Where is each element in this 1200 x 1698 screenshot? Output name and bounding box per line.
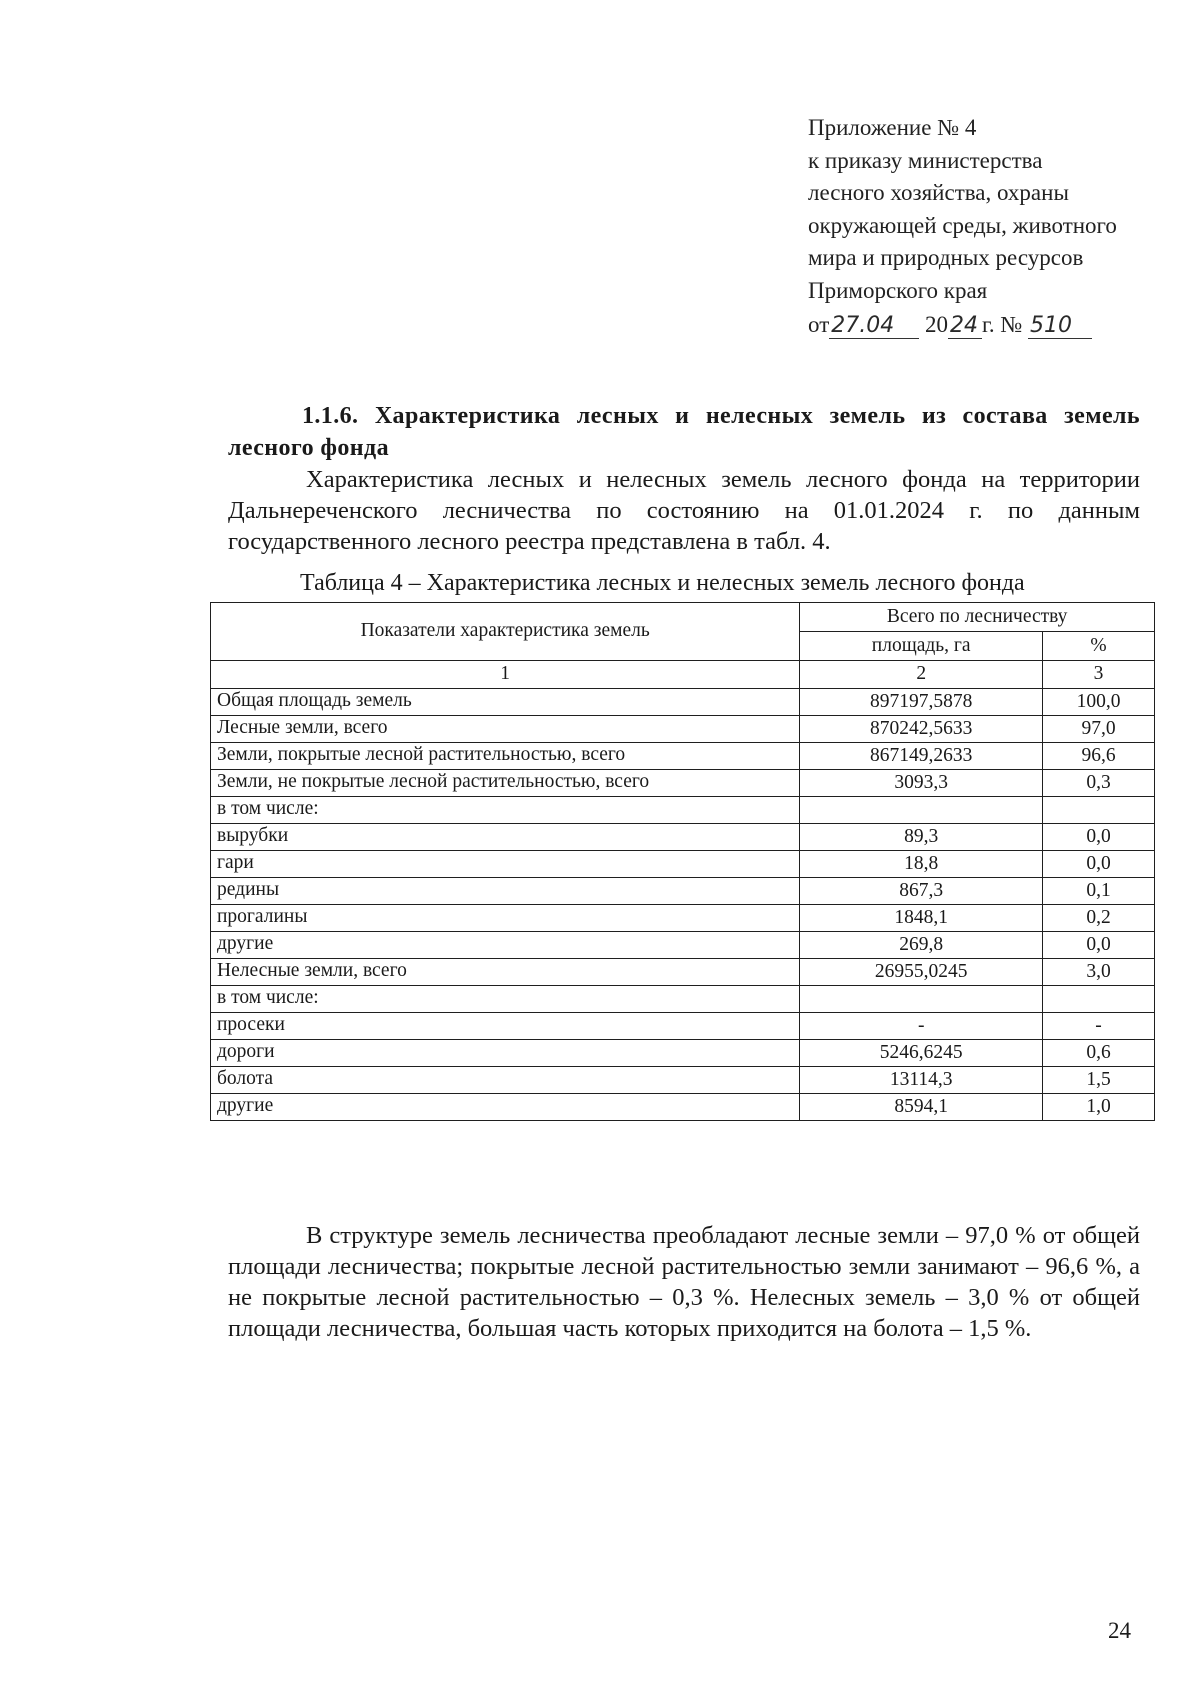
table-row — [211, 1067, 1155, 1094]
row-percent: 96,6 — [1043, 743, 1155, 770]
row-area: 867,3 — [800, 878, 1043, 905]
row-area: 1848,1 — [800, 905, 1043, 932]
summary-paragraph: В структуре земель лесничества преобладают лесные земли – 97,0 % от общей площади лесничества; покрытые лесной растительностью земли занимают – 96,6 %, а не покрытые лесной растительностью – 0,3 %. Нелесных земель – 3,0 % от общей площади лесничества, большая часть которых приходится на болота – 1,5 %. — [228, 1222, 1140, 1342]
handwritten-order-number: 510 — [1028, 314, 1092, 339]
column-index: 3 — [1043, 661, 1155, 689]
row-label: в том числе: — [211, 986, 800, 1013]
table-row — [211, 1094, 1155, 1121]
row-percent: 1,0 — [1043, 1094, 1155, 1121]
row-label: дороги — [211, 1040, 800, 1067]
row-label: в том числе: — [211, 797, 800, 824]
row-area — [800, 797, 1043, 824]
row-label: Нелесные земли, всего — [211, 959, 800, 986]
row-percent: - — [1043, 1013, 1155, 1040]
header-indicators: Показатели характеристика земель — [211, 603, 800, 661]
row-area — [800, 986, 1043, 1013]
row-area: 870242,5633 — [800, 716, 1043, 743]
annex-line: Приморского края — [808, 277, 988, 303]
row-area: 5246,6245 — [800, 1040, 1043, 1067]
column-index: 2 — [800, 661, 1043, 689]
annex-line: Приложение № 4 — [808, 115, 977, 140]
row-label: вырубки — [211, 824, 800, 851]
row-percent — [1043, 986, 1155, 1013]
row-area: 13114,3 — [800, 1067, 1043, 1094]
row-area: 3093,3 — [800, 770, 1043, 797]
table-row — [211, 932, 1155, 959]
row-percent: 100,0 — [1043, 689, 1155, 716]
header-percent: % — [1043, 632, 1155, 661]
row-area: 269,8 — [800, 932, 1043, 959]
row-percent: 97,0 — [1043, 716, 1155, 743]
handwritten-year: 24 — [948, 314, 982, 339]
row-area: 867149,2633 — [800, 743, 1043, 770]
row-percent: 0,0 — [1043, 851, 1155, 878]
row-label: другие — [211, 932, 800, 959]
row-percent: 3,0 — [1043, 959, 1155, 986]
order-date-number-line — [808, 309, 1138, 342]
table-row — [211, 770, 1155, 797]
table-row — [211, 1040, 1155, 1067]
row-percent: 0,6 — [1043, 1040, 1155, 1067]
row-percent: 0,3 — [1043, 770, 1155, 797]
row-area: 8594,1 — [800, 1094, 1043, 1121]
row-label: болота — [211, 1067, 800, 1094]
column-index: 1 — [211, 661, 800, 689]
row-label: Общая площадь земель — [211, 689, 800, 716]
section-title: 1.1.6. Характеристика лесных и нелесных земель из состава земель лесного фонда — [228, 403, 1140, 461]
table-caption: Таблица 4 – Характеристика лесных и нелесных земель лесного фонда — [300, 570, 1025, 596]
date-prefix: от — [808, 312, 830, 337]
annex-line: окружающей среды, животного — [808, 212, 1117, 238]
row-percent: 0,0 — [1043, 824, 1155, 851]
table-row — [211, 986, 1155, 1013]
table-row — [211, 905, 1155, 932]
row-percent: 1,5 — [1043, 1067, 1155, 1094]
row-percent: 0,2 — [1043, 905, 1155, 932]
year-prefix: 20 — [925, 312, 948, 337]
row-label: другие — [211, 1094, 800, 1121]
header-forestry-total: Всего по лесничеству — [800, 603, 1155, 632]
header-area: площадь, га — [800, 632, 1043, 661]
row-label: Лесные земли, всего — [211, 716, 800, 743]
row-area: 897197,5878 — [800, 689, 1043, 716]
handwritten-date: 27.04 — [829, 314, 919, 339]
row-label: просеки — [211, 1013, 800, 1040]
table-row — [211, 716, 1155, 743]
row-area: 26955,0245 — [800, 959, 1043, 986]
table-row — [211, 959, 1155, 986]
row-label: редины — [211, 878, 800, 905]
annex-line: мира и природных ресурсов — [808, 245, 1084, 270]
row-label: гари — [211, 851, 800, 878]
row-area: - — [800, 1013, 1043, 1040]
row-percent — [1043, 797, 1155, 824]
row-percent: 0,0 — [1043, 932, 1155, 959]
year-suffix: г. № — [982, 312, 1023, 337]
table-row — [211, 851, 1155, 878]
row-label: Земли, покрытые лесной растительностью, всего — [211, 743, 800, 770]
row-label: прогалины — [211, 905, 800, 932]
table-row — [211, 824, 1155, 851]
intro-paragraph: Характеристика лесных и нелесных земель лесного фонда на территории Дальнереченского лесничества по состоянию на 01.01.2024 г. по данным государственного лесного реестра представлена в табл. 4. — [228, 466, 1140, 555]
row-label: Земли, не покрытые лесной растительностью, всего — [211, 770, 800, 797]
annex-line: к приказу министерства — [808, 147, 1043, 173]
annex-block — [808, 112, 1138, 342]
table-row — [211, 689, 1155, 716]
page-number: 24 — [1108, 1618, 1131, 1643]
table-row — [211, 1013, 1155, 1040]
row-area: 18,8 — [800, 851, 1043, 878]
table-row — [211, 743, 1155, 770]
table-row — [211, 878, 1155, 905]
table-row — [211, 797, 1155, 824]
column-index-row — [211, 661, 1155, 689]
row-area: 89,3 — [800, 824, 1043, 851]
land-characteristics-table — [210, 602, 1155, 1121]
annex-line: лесного хозяйства, охраны — [808, 180, 1069, 205]
row-percent: 0,1 — [1043, 878, 1155, 905]
